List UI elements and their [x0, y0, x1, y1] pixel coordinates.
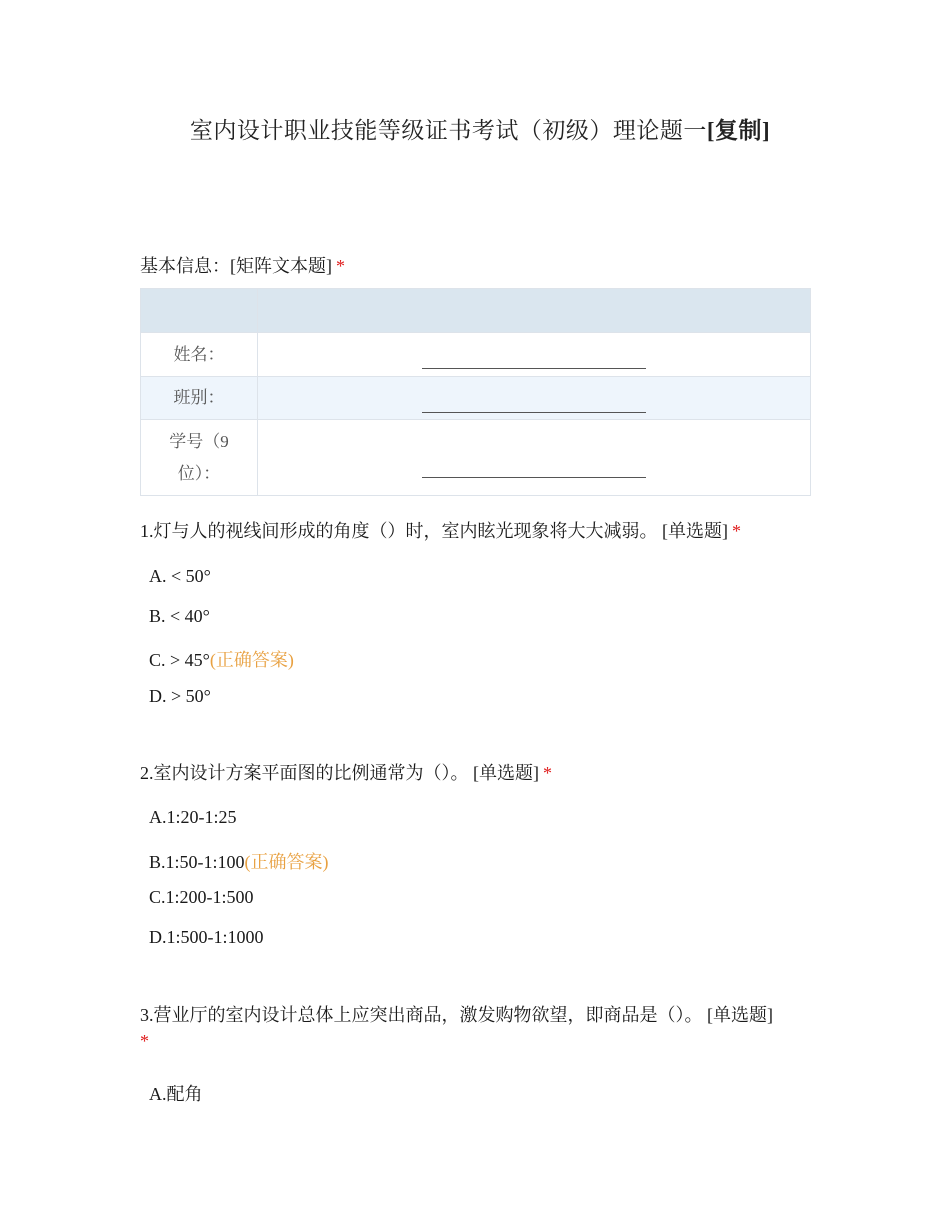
basic-info-matrix	[140, 288, 811, 496]
copy-tag: [复制]	[706, 118, 771, 143]
q2-option-d[interactable]: D.1:500-1:1000	[149, 927, 264, 947]
name-input[interactable]	[422, 350, 646, 369]
q1-option-c[interactable]: C. > 45°(正确答案)	[149, 650, 294, 670]
required-star: *	[543, 763, 552, 783]
q1-option-d[interactable]: D. > 50°	[149, 686, 211, 706]
matrix-row-class	[141, 377, 811, 420]
correct-answer-tag: (正确答案)	[209, 650, 294, 670]
class-input[interactable]	[422, 394, 646, 413]
required-star: *	[140, 1031, 149, 1051]
matrix-row-name	[141, 333, 811, 377]
student-id-input[interactable]	[422, 459, 646, 478]
question-1: 1.灯与人的视线间形成的角度（）时，室内眩光现象将大大减弱。 [单选题] *	[140, 521, 741, 541]
q2-option-c[interactable]: C.1:200-1:500	[149, 887, 254, 907]
matrix-row-student-id	[141, 420, 811, 496]
row-label-student-id: 学号（9位）：	[141, 420, 258, 496]
q2-option-b[interactable]: B.1:50-1:100(正确答案)	[149, 852, 329, 872]
question-2: 2.室内设计方案平面图的比例通常为（）。 [单选题] *	[140, 763, 552, 783]
correct-answer-tag: (正确答案)	[244, 852, 329, 872]
q2-option-a[interactable]: A.1:20-1:25	[149, 807, 237, 827]
question-3: 3.营业厅的室内设计总体上应突出商品，激发购物欲望，即商品是（）。 [单选题] *	[140, 1005, 773, 1051]
matrix-header-row	[141, 289, 811, 333]
page-title: 室内设计职业技能等级证书考试（初级）理论题一[复制]	[189, 118, 771, 143]
q1-option-b[interactable]: B. < 40°	[149, 606, 210, 626]
required-star: *	[336, 256, 345, 276]
q1-option-a[interactable]: A. < 50°	[149, 566, 211, 586]
q3-option-a[interactable]: A.配角	[149, 1084, 203, 1104]
required-star: *	[732, 521, 741, 541]
row-label-name: 姓名：	[141, 333, 258, 377]
row-label-class: 班别：	[141, 377, 258, 420]
basic-info-label: 基本信息：[矩阵文本题] *	[140, 256, 345, 276]
